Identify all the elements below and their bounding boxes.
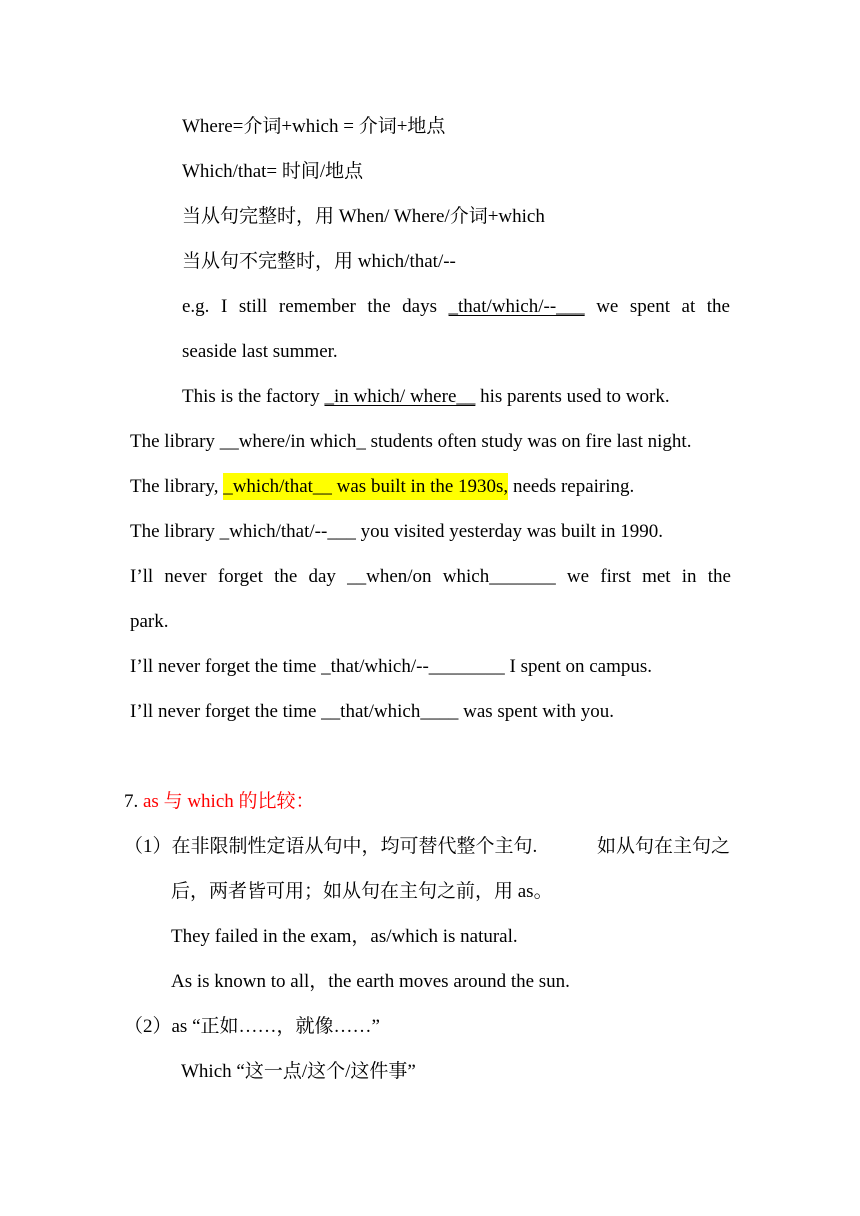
text: The library, (130, 476, 224, 497)
word: met (642, 566, 671, 587)
word: at (681, 296, 696, 317)
blank-answer: _in which/ where__ (324, 386, 476, 407)
word: the (707, 566, 731, 587)
word: e.g. (182, 296, 210, 317)
example-library-fire (130, 430, 691, 454)
blank-answer: _that/which/--___ (448, 296, 585, 317)
blank-answer: __when/on (347, 566, 432, 587)
word: we (566, 566, 590, 587)
blank-answer: which_______ (442, 566, 556, 587)
word: we (596, 296, 619, 317)
text: The library (130, 431, 220, 452)
point-1-line (124, 835, 730, 859)
word: in (681, 566, 697, 587)
section-title: as 与 which 的比较： (143, 791, 315, 812)
example-time-spent: I’ll never forget the time __that/which____ was spent with you. (130, 701, 615, 722)
example-library-visited: The library _which/that/--___ you visited yesterday was built in 1990. (130, 521, 663, 542)
word: remember (278, 296, 356, 317)
text: 如从句在主句之 (596, 836, 730, 857)
word: days (402, 296, 437, 317)
rule-where: Where=介词+which = 介词+地点 (182, 116, 446, 137)
word: first (600, 566, 631, 587)
word: day (308, 566, 336, 587)
text: needs repairing. (508, 476, 635, 497)
example-factory-line (182, 385, 670, 409)
example-days-line (182, 295, 730, 319)
point-2-as: （2）as “正如……，就像……” (124, 1016, 380, 1037)
word: the (367, 296, 391, 317)
section-heading (124, 790, 315, 814)
example-day-met-continuation: park. (130, 611, 169, 632)
word: the (274, 566, 298, 587)
word: still (238, 296, 268, 317)
word: forget (217, 566, 263, 587)
word: I (220, 296, 228, 317)
highlighted-clause: _which/that__ was built in the 1930s, (223, 473, 508, 500)
point-1-continuation: 后，两者皆可用；如从句在主句之前，用 as。 (171, 881, 553, 902)
text: （1）在非限制性定语从句中，均可替代整个主句. (124, 836, 538, 857)
text: his parents used to work. (475, 386, 670, 407)
rule-incomplete-clause: 当从句不完整时，用 which/that/-- (182, 251, 456, 272)
word: I’ll (130, 566, 154, 587)
rule-complete-clause: 当从句完整时，用 When/ Where/介词+which (182, 206, 545, 227)
rule-which-that: Which/that= 时间/地点 (182, 161, 364, 182)
example-library-repairing (130, 475, 634, 499)
example-time-campus: I’ll never forget the time _that/which/--________ I spent on campus. (130, 656, 653, 677)
example-day-met-line (130, 565, 731, 589)
word: never (164, 566, 207, 587)
point-2-which: Which “这一点/这个/这件事” (181, 1061, 416, 1082)
word: spent (629, 296, 670, 317)
text: This is the factory (182, 386, 325, 407)
example-days-continuation: seaside last summer. (182, 341, 338, 362)
blank-answer: __where/in which_ (219, 431, 366, 452)
word: the (706, 296, 730, 317)
text: students often study was on fire last night. (365, 431, 692, 452)
example-earth-sun: As is known to all，the earth moves around the sun. (171, 971, 570, 992)
section-number: 7. (124, 791, 143, 812)
example-failed-exam: They failed in the exam，as/which is natural. (171, 926, 518, 947)
